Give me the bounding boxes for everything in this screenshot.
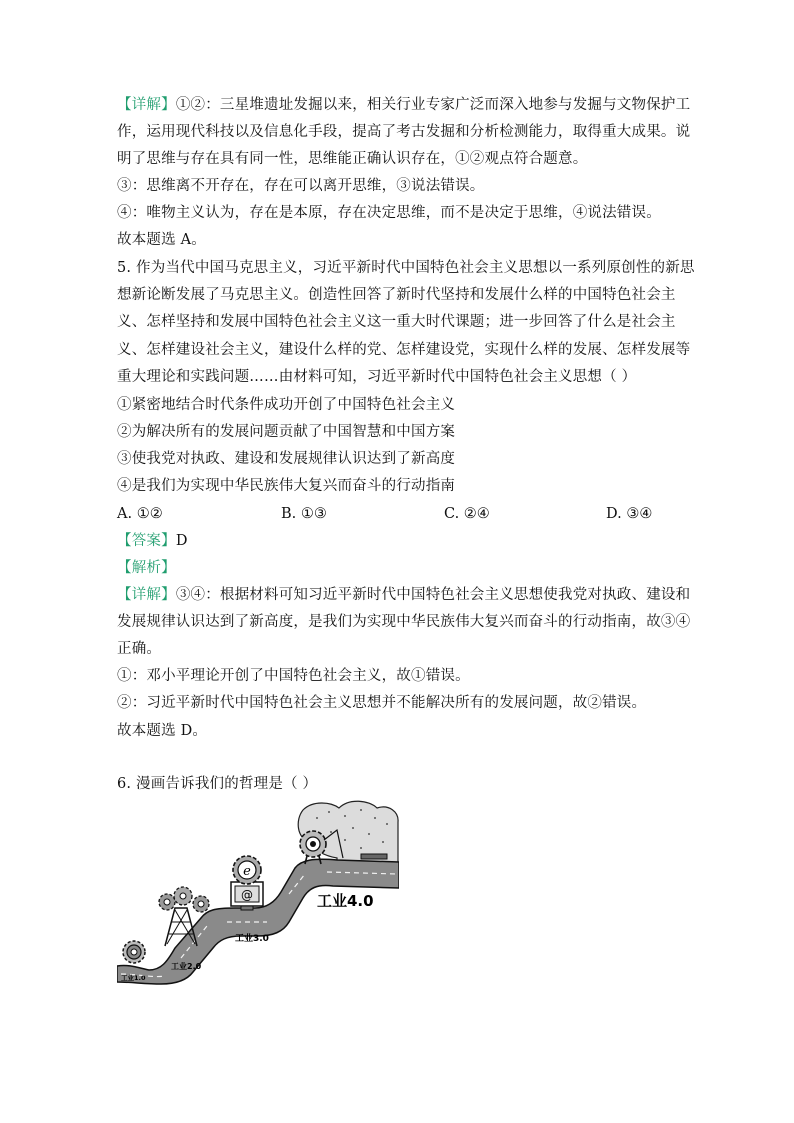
svg-text:e: e	[243, 864, 251, 879]
gear-1-icon	[123, 941, 145, 963]
detail-tag: 【详解】	[117, 97, 176, 113]
q5-stem-line-2: 想新论断发展了马克思主义。创造性回答了新时代坚持和发展什么样的中国特色社会主	[117, 287, 676, 303]
label-industry-3: 工业3.0	[235, 934, 269, 944]
q5-stem-line-5: 重大理论和实践问题……由材料可知，习近平新时代中国特色社会主义思想（ ）	[117, 369, 637, 385]
label-industry-1: 工业1.0	[121, 974, 146, 982]
q5-detail-line-2: 发展规律认识达到了新高度，是我们为实现中华民族伟大复兴而奋斗的行动指南，故③④	[117, 614, 691, 630]
detail-tag: 【详解】	[117, 587, 176, 603]
option-c: C. ②④	[444, 506, 490, 522]
detail-line-4: ③：思维离不开存在，存在可以离开思维，③说法错误。	[117, 178, 485, 194]
label-industry-2: 工业2.0	[171, 962, 202, 971]
computer-gear-icon	[231, 856, 263, 910]
q5-conclusion: 故本题选 D。	[117, 723, 208, 739]
q5-stem-line-3: 义、怎样坚持和发展中国特色社会主义这一重大时代课题；进一步回答了什么是社会主	[117, 314, 676, 330]
option-a: A. ①②	[117, 506, 163, 522]
detail-line-5: ④：唯物主义认为，存在是本原，存在决定思维，而不是决定于思维，④说法错误。	[117, 205, 661, 221]
detail-line-3: 明了思维与存在具有同一性，思维能正确认识存在，①②观点符合题意。	[117, 151, 588, 167]
industry-stairs-cartoon	[117, 798, 399, 986]
q5-detail-line-1: 【详解】③④：根据材料可知习近平新时代中国特色社会主义思想使我党对执政、建设和	[117, 587, 691, 603]
q5-detail-line-4: ①：邓小平理论开创了中国特色社会主义，故①错误。	[117, 668, 470, 684]
detail-line-1: 【详解】①②：三星堆遗址发掘以来，相关行业专家广泛而深入地参与发掘与文物保护工	[117, 97, 691, 113]
answer-tag: 【答案】	[117, 533, 176, 549]
q5-detail-line-5: ②：习近平新时代中国特色社会主义思想并不能解决所有的发展问题，故②错误。	[117, 695, 647, 711]
detail-line-2: 作，运用现代科技以及信息化手段，提高了考古发掘和分析检测能力，取得重大成果。说	[117, 124, 691, 140]
q5-stem-line-4: 义、怎样建设社会主义，建设什么样的党、怎样建设党，实现什么样的发展、怎样发展等	[117, 342, 691, 358]
q5-detail-line-3: 正确。	[117, 641, 162, 657]
q5-statement-1: ①紧密地结合时代条件成功开创了中国特色社会主义	[117, 397, 456, 413]
answer-line	[117, 532, 188, 550]
conclusion-line: 故本题选 A。	[117, 232, 206, 248]
svg-text:@: @	[241, 888, 253, 902]
answer-value: D	[175, 533, 188, 549]
q5-stem-line-1: 5. 作为当代中国马克思主义，习近平新时代中国特色社会主义思想以一系列原创性的新思	[117, 260, 695, 276]
label-industry-4: 工业4.0	[317, 892, 374, 910]
option-d: D. ③④	[606, 506, 653, 522]
q5-statement-3: ③使我党对执政、建设和发展规律认识达到了新高度	[117, 451, 456, 467]
q6-stem: 6. 漫画告诉我们的哲理是（ ）	[117, 776, 318, 792]
q5-statement-2: ②为解决所有的发展问题贡献了中国智慧和中国方案	[117, 424, 456, 440]
q5-statement-4: ④是我们为实现中华民族伟大复兴而奋斗的行动指南	[117, 478, 456, 494]
analysis-tag: 【解析】	[117, 560, 176, 576]
option-b: B. ①③	[281, 506, 327, 522]
